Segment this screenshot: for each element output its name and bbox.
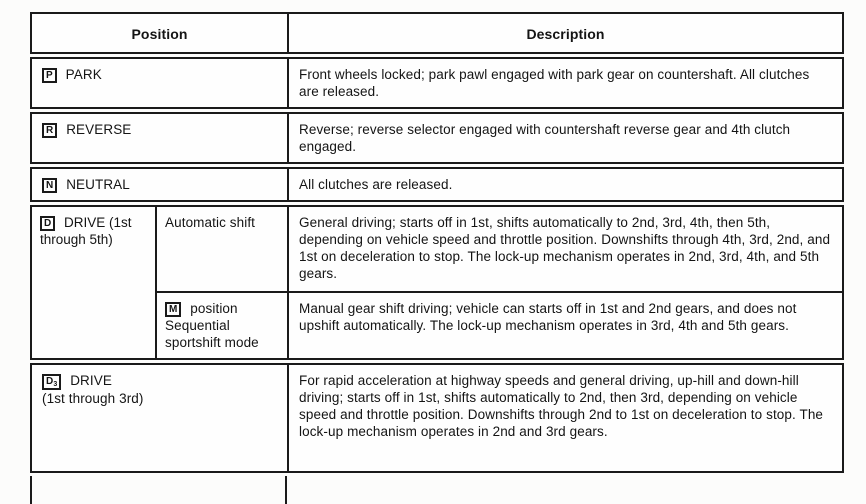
gear-indicator-d3-subscript: 3 [53,381,58,388]
header-position: Position [131,26,188,42]
table-row-neutral [30,167,844,202]
drive-row-automatic [157,207,842,291]
position-cell-drive [32,207,155,358]
gear-indicator-d-icon: D [40,216,55,231]
gear-indicator-p-icon: P [42,68,57,83]
mode-label-sportshift: position Sequential sportshift mode [165,301,259,350]
table-row-reverse [30,112,844,164]
position-label-neutral: NEUTRAL [66,177,130,192]
description-reverse: Reverse; reverse selector engaged with countershaft reverse gear and 4th clutch engaged. [287,114,842,162]
position-cell-park [32,59,287,107]
table-header-row [30,12,844,54]
drive-sub-rows [155,207,842,358]
drive-row-sportshift [157,291,842,358]
position-cell-neutral [32,169,287,200]
position-sublabel-drive3: (1st through 3rd) [42,391,144,406]
partial-cutoff-row [30,476,844,504]
description-drive-sportshift: Manual gear shift driving; vehicle can starts off in 1st and 2nd gears, and does not upshift automatically. The lock-up mechanism operates in 3rd, 4th and 5th gears. [287,293,842,358]
mode-cell-sportshift [157,293,287,358]
header-description: Description [287,14,842,52]
description-park: Front wheels locked; park pawl engaged with park gear on countershaft. All clutches are released. [287,59,842,107]
gear-indicator-m-icon: M [165,302,181,317]
gear-indicator-n-icon: N [42,178,57,193]
position-label-drive: DRIVE (1st through 5th) [40,215,132,247]
table-row-park [30,57,844,109]
mode-label-automatic: Automatic shift [165,215,256,230]
shift-position-table [30,12,844,504]
table-row-drive [30,205,844,360]
position-cell-reverse [32,114,287,162]
partial-column-divider [32,476,287,504]
position-label-reverse: REVERSE [66,122,132,137]
description-drive3: For rapid acceleration at highway speeds and general driving, up-hill and down-hill driving; starts off in 1st, shifts automatically to 2nd, then 3rd, depending on vehicle speed and throttle position. Downshifts through 2nd to 1st on deceleration to stop. The lock-up mechanism operates in 2nd and 3rd gears. [287,365,842,471]
description-neutral: All clutches are released. [287,169,842,200]
position-cell-drive3 [32,365,287,471]
gear-indicator-d3-icon [42,374,61,390]
table-row-drive3 [30,363,844,473]
gear-indicator-r-icon: R [42,123,57,138]
gear-indicator-d3-letter: D [46,376,54,387]
description-drive-automatic: General driving; starts off in 1st, shifts automatically to 2nd, 3rd, 4th, then 5th, depending on vehicle speed and throttle position. Downshifts through 4th, 3rd, 2nd, and 1st on deceleration to stop. The lock-up mechanism operates in 2nd, 3rd, 4th, and 5th gears. [287,207,842,291]
position-label-park: PARK [65,67,102,82]
position-label-drive3: DRIVE [70,373,112,388]
